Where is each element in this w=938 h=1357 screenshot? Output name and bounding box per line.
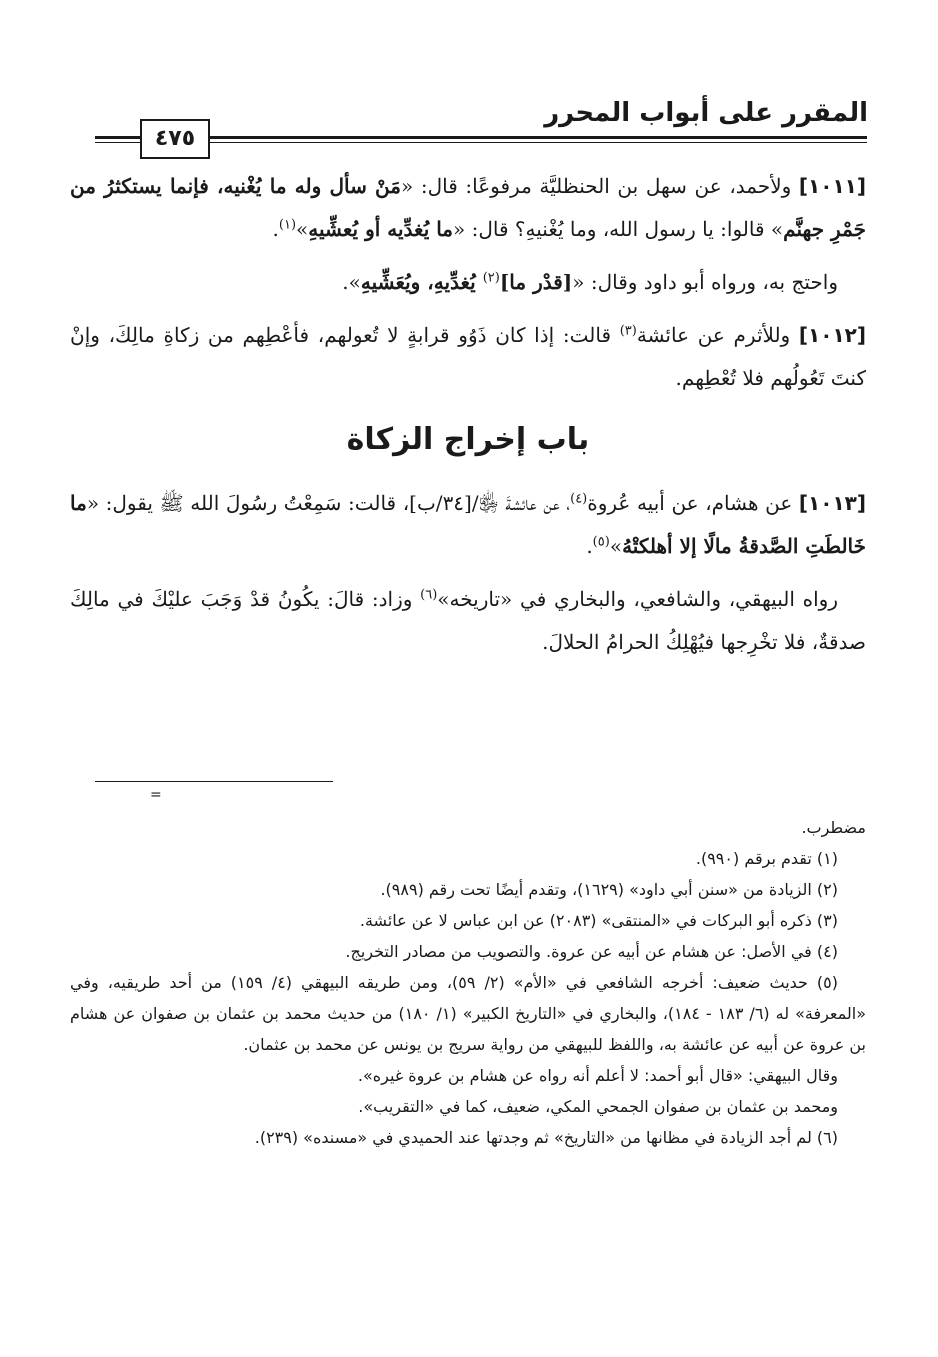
footnote-ref[interactable]: (٤) — [570, 491, 588, 507]
hadith-quote: ما خَالطَتِ الصَّدقةُ مالًا إلا أهلكتْهُ — [70, 491, 866, 558]
hadith-quote: [قدْر ما] — [499, 270, 573, 294]
hadith-1013 — [70, 482, 866, 568]
hadith-text: » — [609, 534, 623, 558]
hadith-1011 — [70, 165, 866, 251]
hadith-quote: ما يُغدِّيه أو يُعشِّيهِ — [308, 217, 454, 241]
footnote-continuation: مضطرب. — [801, 818, 866, 837]
footnote-5-note: ومحمد بن عثمان بن صفوان الجمحي المكي، ضعيف، كما في «التقريب». — [358, 1097, 838, 1116]
footnote-ref[interactable]: (٣) — [619, 323, 637, 339]
footnote-1: (١) تقدم برقم (٩٩٠). — [695, 849, 838, 868]
commentary-text: وزاد: قالَ: يكُونُ قدْ وَجَبَ عليْكَ في مالِكَ صدقةٌ، فلا تخْرِجها فيُهْلِكُ الحرامُ الحلالَ. — [70, 587, 866, 654]
commentary-paragraph — [70, 261, 866, 304]
hadith-text: عن هشام، عن أبيه عُروة — [587, 491, 793, 515]
footnote-ref[interactable]: (٢) — [482, 270, 500, 286]
page-number: ٤٧٥ — [140, 119, 210, 159]
hadith-number: [١٠١٢] — [798, 323, 866, 347]
header-rule-thin — [95, 142, 867, 143]
footnote-5: (٥) حديث ضعيف: أخرجه الشافعي في «الأم» (٢/ ٥٩)، ومن طريقه البيهقي (٤/ ١٥٩) من أحد طريقيه، وفي «المعرفة» له (٦/ ١٨٣ - ١٨٤)، والبخاري في «التاريخ الكبير» (١/ ١٨٠) من حديث محمد بن عثمان بن صفوان عن هشام بن عروة عن أبيه عن عائشة به، واللفظ للبيهقي من رواية سريج بن يونس عن محمد بن عثمان. — [70, 973, 866, 1054]
header-rule-thick — [95, 136, 867, 139]
hadith-number: [١٠١٣] — [798, 491, 867, 515]
hadith-text: قالت: إذا كان ذَوُو قرابةٍ لا تُعولهم، فأعْطِهم من زكاةِ مالِكَ، وإنْ كنتَ تَعُولُهم فلا تُعْطِهم. — [70, 323, 866, 390]
commentary-text: ». — [342, 270, 361, 294]
running-header-title: المقرر على أبواب المحرر — [544, 98, 868, 128]
commentary-text: واحتج به، ورواه أبو داود وقال: « — [572, 270, 838, 294]
hadith-text: ولأحمد، عن سهل بن الحنظليَّة مرفوعًا: قال: « — [401, 174, 792, 198]
main-text — [70, 165, 866, 674]
hadith-quote: يُغدِّيهِ، ويُعَشِّيهِ — [360, 270, 483, 294]
footnote-separator — [95, 781, 333, 782]
footnote-continuation-mark: = — [150, 787, 162, 803]
footnote-4: (٤) في الأصل: عن هشام عن أبيه عن عروة. والتصويب من مصادر التخريج. — [345, 942, 838, 961]
hadith-text: » قالوا: يا رسول الله، وما يُغْنيهِ؟ قال: « — [453, 217, 784, 241]
hadith-1012 — [70, 314, 866, 400]
hadith-text: ، عن عائشةَ ﵂/[٣٤/ب]، قالت: سَمِعْتُ رسُولَ الله ﷺ يقول: « — [86, 491, 571, 515]
footnotes — [70, 812, 866, 1153]
hadith-text: وللأثرم عن عائشة — [636, 323, 791, 347]
footnote-2: (٢) الزيادة من «سنن أبي داود» (١٦٢٩)، وتقدم أيضًا تحت رقم (٩٨٩). — [380, 880, 838, 899]
commentary-paragraph — [70, 578, 866, 664]
footnote-ref[interactable]: (٥) — [592, 534, 610, 550]
hadith-quote: مَنْ سأل وله ما يُغْنيه، فإنما يستكثرُ من جَمْرِ جهنَّم — [70, 174, 866, 241]
commentary-text: رواه البيهقي، والشافعي، والبخاري في «تاريخه» — [437, 587, 838, 611]
footnote-ref[interactable]: (١) — [278, 217, 297, 233]
hadith-text: . — [586, 534, 593, 558]
hadith-text: . — [272, 217, 279, 241]
footnote-5-note: وقال البيهقي: «قال أبو أحمد: لا أعلم أنه رواه عن هشام بن عروة غيره». — [357, 1066, 838, 1085]
footnote-ref[interactable]: (٦) — [420, 587, 438, 603]
footnote-6: (٦) لم أجد الزيادة في مظانها من «التاريخ» ثم وجدتها عند الحميدي في «مسنده» (٢٣٩). — [254, 1128, 838, 1147]
footnote-3: (٣) ذكره أبو البركات في «المنتقى» (٢٠٨٣) عن ابن عباس لا عن عائشة. — [359, 911, 838, 930]
hadith-text: » — [296, 217, 309, 241]
hadith-number: [١٠١١] — [798, 174, 867, 198]
chapter-title: باب إخراج الزكاة — [346, 422, 590, 457]
